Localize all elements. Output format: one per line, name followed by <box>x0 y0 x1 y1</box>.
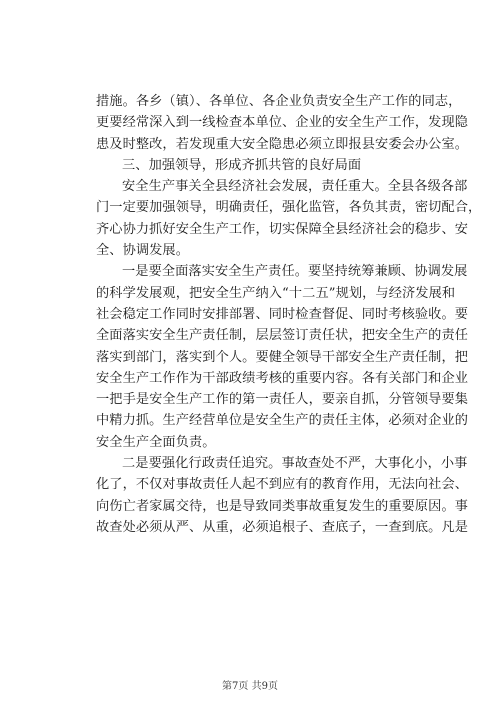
text-line: 一是要全面落实安全生产责任。要坚持统筹兼顾、协调发展 <box>122 264 468 280</box>
body-text <box>96 91 482 538</box>
text-line: 患及时整改，若发现重大安全隐患必须立即报县安委会办公室。 <box>96 136 469 152</box>
text-line: 更要经常深入到一线检查本单位、企业的安全生产工作，发现隐 <box>96 115 469 131</box>
text-line: 落实到部门，落实到个人。要健全领导干部安全生产责任制，把 <box>96 349 469 365</box>
text-line: 的科学发展观，把安全生产纳入“十二五”规划，与经济发展和 <box>96 285 456 301</box>
text-line: 安全生产全面负责。 <box>96 434 216 450</box>
text-line: 中精力抓。生产经营单位是安全生产的责任主体，必须对企业的 <box>96 413 469 429</box>
text-line: 安全生产工作作为干部政绩考核的重要内容。各有关部门和企业 <box>96 370 469 386</box>
text-line: 措施。各乡（镇）、各单位、各企业负责安全生产工作的同志， <box>96 94 462 109</box>
text-line: 全面落实安全生产责任制，层层签订责任状，把安全生产的责任 <box>96 328 469 344</box>
text-line: 社会稳定工作同时安排部署、同时检查督促、同时考核验收。要 <box>96 306 469 322</box>
text-line: 故查处必须从严、从重，必须追根子、查底子，一查到底。凡是 <box>96 519 469 535</box>
text-line: 齐心协力抓好安全生产工作，切实保障全县经济社会的稳步、安 <box>96 221 469 237</box>
text-line: 二是要强化行政责任追究。事故查处不严，大事化小，小事 <box>122 456 468 472</box>
text-line: 全、协调发展。 <box>96 243 190 259</box>
text-line: 向伤亡者家属交待，也是导致同类事故重复发生的重要原因。事 <box>96 498 469 514</box>
section-heading: 三、加强领导，形成齐抓共管的良好局面 <box>122 157 362 173</box>
page-number-footer: 第7页 共9页 <box>222 681 278 692</box>
text-line: 安全生产事关全县经济社会发展，责任重大。全县各级各部 <box>122 179 468 195</box>
text-line: 门一定要加强领导，明确责任，强化监管，各负其责，密切配合， <box>96 200 482 216</box>
text-line: 化了，不仅对事故责任人起不到应有的教育作用，无法向社会、 <box>96 477 469 493</box>
text-line: 一把手是安全生产工作的第一责任人，要亲自抓，分管领导要集 <box>96 392 469 408</box>
